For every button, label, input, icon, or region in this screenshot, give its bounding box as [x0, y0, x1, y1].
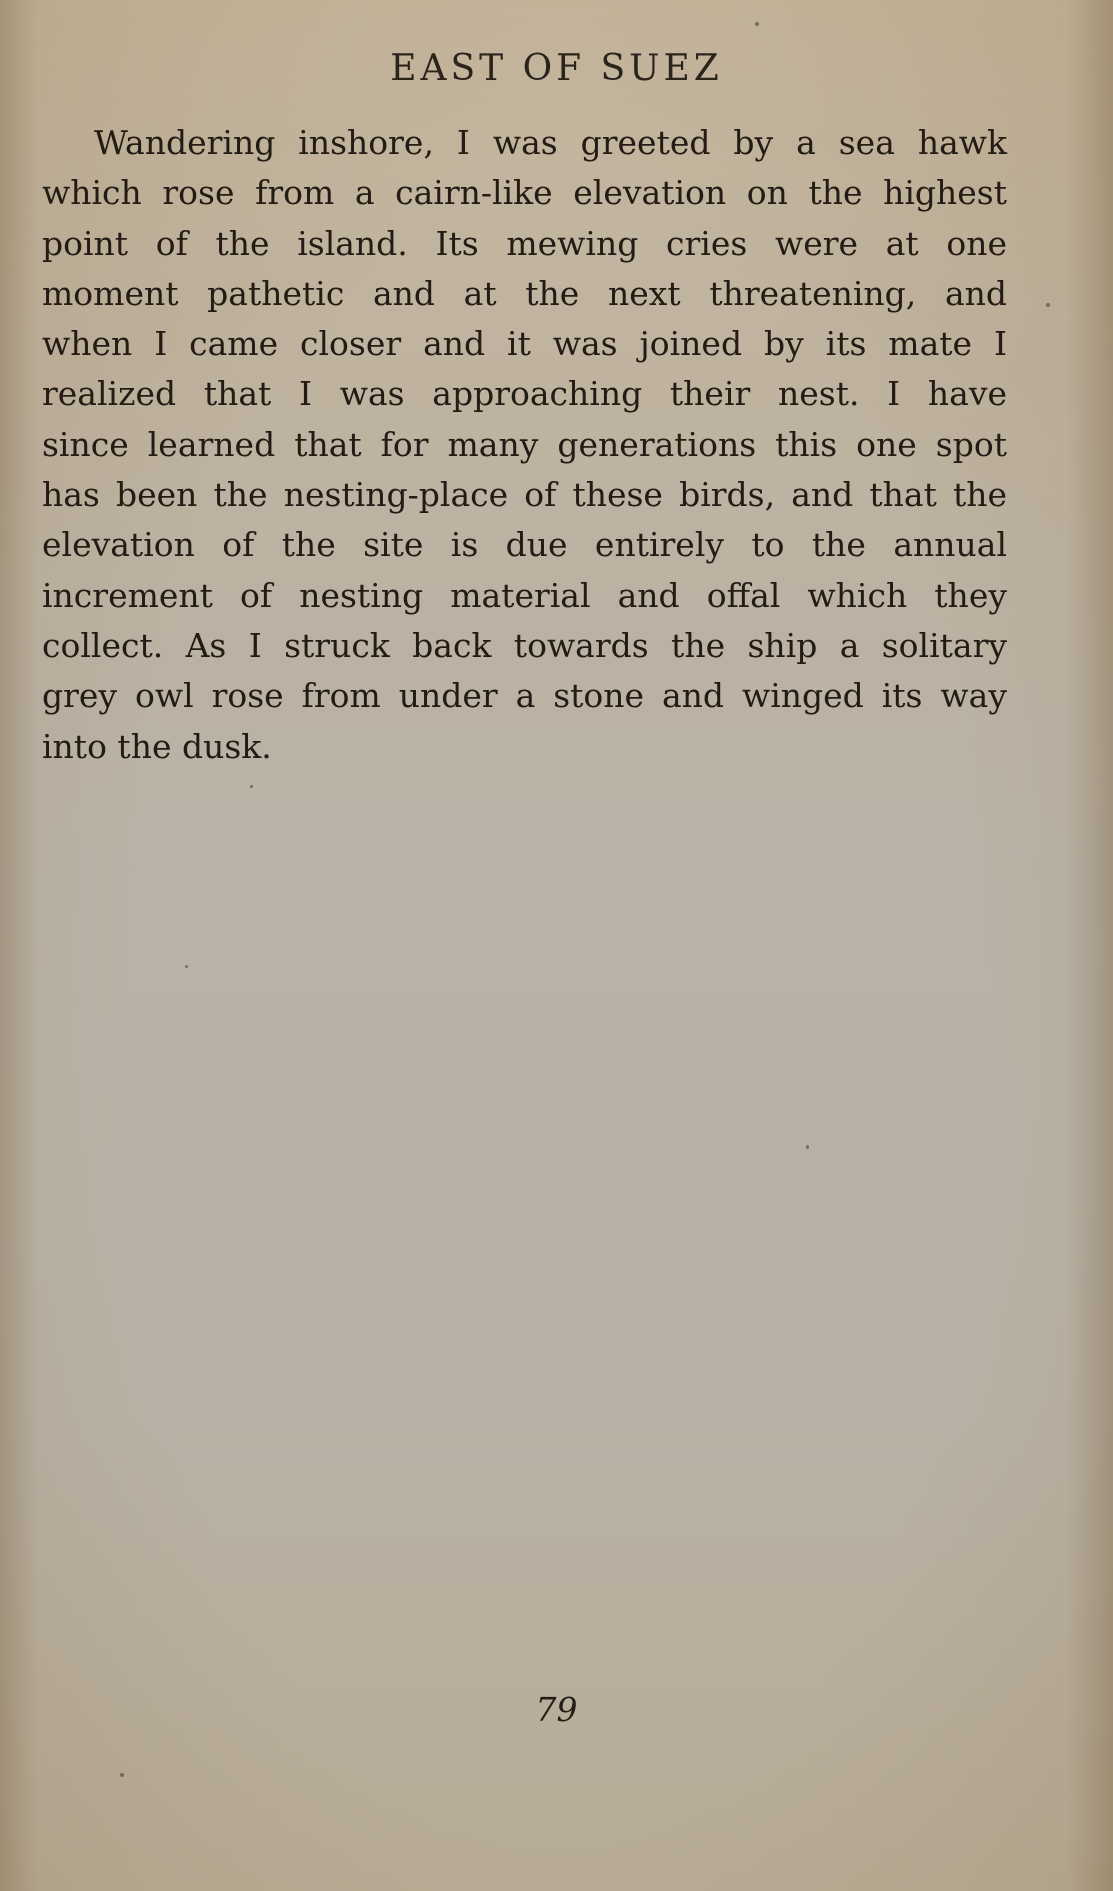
paper-speck	[755, 22, 759, 26]
text-line: which rose from a cairn-like elevation on the highest	[42, 173, 1007, 213]
page-shadow-right	[1067, 0, 1113, 1891]
paper-speck	[120, 1773, 124, 1777]
text-line: elevation of the site is due entirely to the annual	[42, 525, 1007, 565]
running-head: EAST OF SUEZ	[390, 48, 723, 89]
text-line: when I came closer and it was joined by its mate I	[42, 324, 1007, 364]
page-shadow-left	[0, 0, 38, 1891]
body-paragraph	[42, 118, 1007, 772]
text-line: realized that I was approaching their nest. I have	[42, 374, 1007, 414]
paper-speck	[185, 965, 188, 968]
text-line: Wandering inshore, I was greeted by a sea hawk	[94, 123, 1007, 162]
paper-speck	[1046, 303, 1050, 307]
page-number: 79	[535, 1690, 578, 1729]
paper-speck	[250, 785, 253, 788]
text-line: into the dusk.	[42, 726, 272, 766]
text-line: increment of nesting material and offal which they	[42, 575, 1007, 615]
text-line: has been the nesting-place of these birds, and that the	[42, 475, 1007, 515]
text-line: moment pathetic and at the next threatening, and	[42, 273, 1007, 313]
text-line: point of the island. Its mewing cries were at one	[42, 223, 1007, 263]
text-line: since learned that for many generations this one spot	[42, 424, 1007, 464]
paper-speck	[806, 1145, 809, 1149]
text-line: collect. As I struck back towards the ship a solitary	[42, 625, 1007, 665]
text-line: grey owl rose from under a stone and winged its way	[42, 676, 1007, 716]
